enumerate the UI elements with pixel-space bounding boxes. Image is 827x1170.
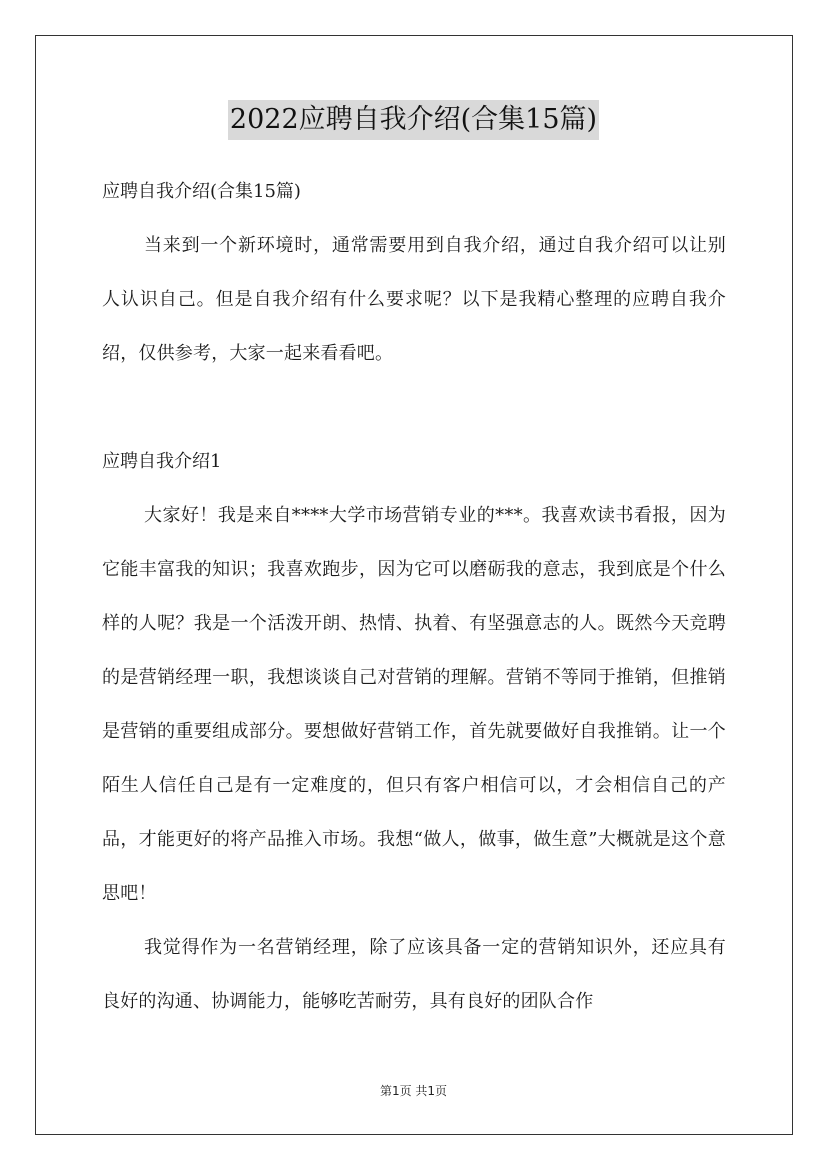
page-footer: 第1页 共1页: [379, 1084, 448, 1098]
document-subtitle: 应聘自我介绍(合集15篇): [102, 181, 301, 202]
intro-paragraph: 当来到一个新环境时，通常需要用到自我介绍，通过自我介绍可以让别人认识自己。但是自我介绍有什么要求呢？以下是我精心整理的应聘自我介绍，仅供参考，大家一起来看看吧。: [102, 235, 726, 364]
document-body: [102, 165, 726, 1029]
section-paragraph: 大家好！我是来自****大学市场营销专业的***。我喜欢读书看报，因为它能丰富我的知识；我喜欢跑步，因为它可以磨砺我的意志，我到底是个什么样的人呢？我是一个活泼开朗、热情、执着、有坚强意志的人。既然今天竞聘的是营销经理一职，我想谈谈自己对营销的理解。营销不等同于推销，但推销是营销的重要组成部分。要想做好营销工作，首先就要做好自我推销。让一个陌生人信任自己是有一定难度的，但只有客户相信可以，才会相信自己的产品，才能更好的将产品推入市场。我想“做人，做事，做生意”大概就是这个意思吧！: [102, 505, 726, 904]
document-title: 2022应聘自我介绍(合集15篇): [228, 100, 599, 140]
title-container: [0, 100, 827, 140]
section-paragraph: 我觉得作为一名营销经理，除了应该具备一定的营销知识外，还应具有良好的沟通、协调能力，能够吃苦耐劳，具有良好的团队合作: [102, 937, 726, 1012]
blank-line: [102, 381, 726, 435]
section-heading: 应聘自我介绍1: [102, 451, 222, 472]
